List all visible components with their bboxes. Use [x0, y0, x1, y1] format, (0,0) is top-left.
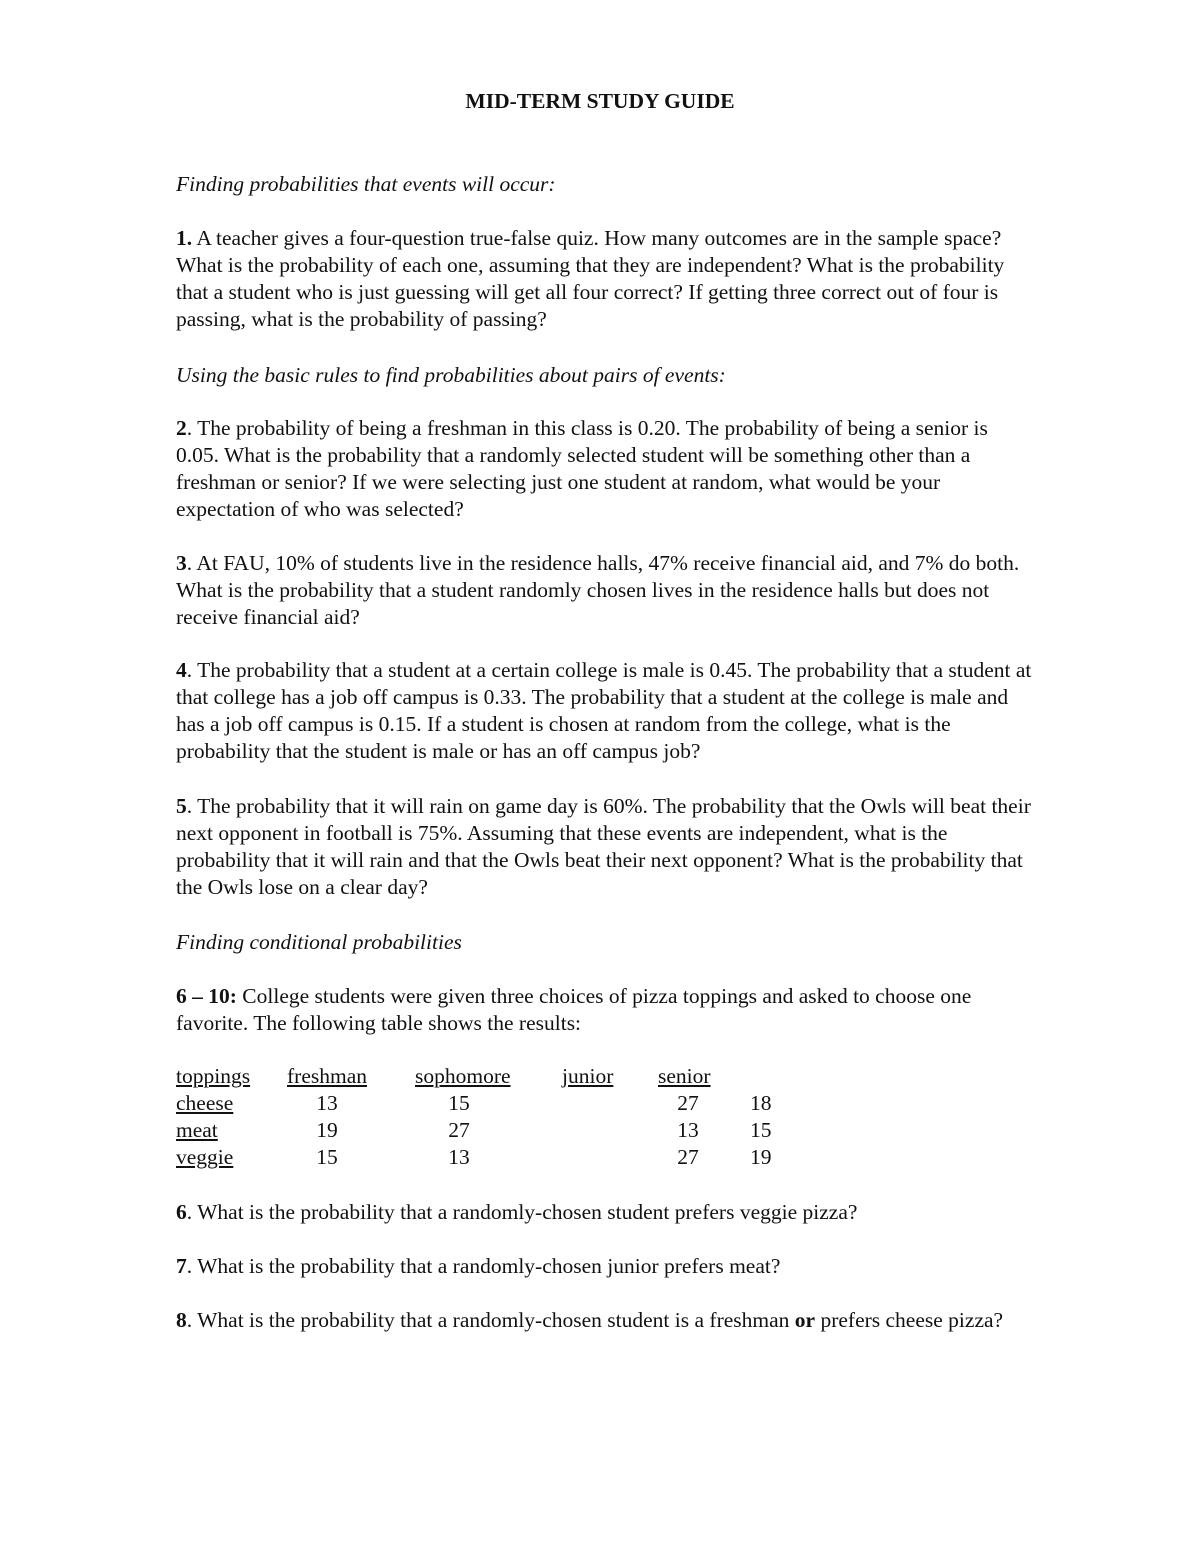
section-heading-finding-probabilities: Finding probabilities that events will occur: — [176, 172, 556, 196]
question-5 — [176, 793, 1036, 901]
table-cell: 19 — [316, 1118, 338, 1142]
table-cell: 27 — [677, 1091, 699, 1115]
question-2 — [176, 415, 1036, 523]
emphasis-or: or — [794, 1308, 816, 1332]
question-3 — [176, 550, 1036, 631]
table-cell: 27 — [677, 1145, 699, 1169]
question-text: A teacher gives a four-question true-false quiz. How many outcomes are in the sample space? What is the probability of each one, assuming that they are independent? What is the probability that a student who is just guessing will get all four correct? If getting three correct out of four is passing, what is the probability of passing? — [176, 226, 1005, 331]
question-text: . What is the probability that a randomly-chosen junior prefers meat? — [186, 1254, 781, 1278]
question-text: . The probability that it will rain on game day is 60%. The probability that the Owls will beat their next opponent in football is 75%. Assuming that these events are independent, what is the probability that it will rain and that the Owls beat their next opponent? What is the probability that the Owls lose on a clear day? — [176, 794, 1031, 899]
table-cell: 15 — [448, 1091, 470, 1115]
table-cell: 18 — [750, 1091, 772, 1115]
question-number: 6 – 10: — [176, 984, 237, 1008]
document-title: MID-TERM STUDY GUIDE — [465, 89, 735, 113]
section-heading-conditional: Finding conditional probabilities — [176, 930, 462, 954]
question-1 — [176, 225, 1036, 333]
question-4 — [176, 657, 1036, 765]
table-row — [176, 1144, 776, 1171]
table-cell: 27 — [448, 1118, 470, 1142]
table-row — [176, 1090, 776, 1117]
question-8 — [176, 1307, 1060, 1334]
table-header: freshman — [287, 1064, 367, 1088]
question-text: College students were given three choices of pizza toppings and asked to choose one favorite. The following table shows the results: — [176, 984, 972, 1035]
question-text: . The probability that a student at a certain college is male is 0.45. The probability that a student at that college has a job off campus is 0.33. The probability that a student at the college is male and has a job off campus is 0.15. If a student is chosen at random from the college, what is the probability that the student is male or has an off campus job? — [176, 658, 1032, 763]
question-text: prefers cheese pizza? — [815, 1308, 1004, 1332]
question-text: . What is the probability that a randomly-chosen student prefers veggie pizza? — [186, 1200, 858, 1224]
question-number: 2 — [176, 416, 187, 440]
question-7 — [176, 1253, 1036, 1280]
table-cell: 13 — [448, 1145, 470, 1169]
question-number: 1. — [176, 226, 193, 250]
table-header: junior — [562, 1064, 614, 1088]
row-label: meat — [176, 1118, 218, 1142]
section-heading-basic-rules: Using the basic rules to find probabilities about pairs of events: — [176, 363, 726, 387]
table-cell: 13 — [677, 1118, 699, 1142]
table-header-row — [176, 1063, 776, 1090]
table-header: toppings — [176, 1064, 251, 1088]
table-header: senior — [658, 1064, 711, 1088]
question-text: . At FAU, 10% of students live in the residence halls, 47% receive financial aid, and 7% do both. What is the probability that a student randomly chosen lives in the residence halls but does not receive financial aid? — [176, 551, 1020, 629]
question-number: 7 — [176, 1254, 187, 1278]
question-6-10 — [176, 983, 1036, 1037]
question-text: . The probability of being a freshman in this class is 0.20. The probability of being a senior is 0.05. What is the probability that a randomly selected student will be something other than a freshman or senior? If we were selecting just one student at random, what would be your expectation of who was selected? — [176, 416, 988, 521]
table-cell: 15 — [750, 1118, 772, 1142]
question-number: 8 — [176, 1308, 187, 1332]
question-number: 4 — [176, 658, 187, 682]
table-header: sophomore — [415, 1064, 511, 1088]
row-label: veggie — [176, 1145, 234, 1169]
table-row — [176, 1117, 776, 1144]
row-label: cheese — [176, 1091, 234, 1115]
question-number: 6 — [176, 1200, 187, 1224]
table-cell: 19 — [750, 1145, 772, 1169]
question-6 — [176, 1199, 1036, 1226]
question-number: 3 — [176, 551, 187, 575]
pizza-toppings-table — [176, 1063, 776, 1171]
question-number: 5 — [176, 794, 187, 818]
question-text: . What is the probability that a randomly-chosen student is a freshman — [186, 1308, 795, 1332]
table-cell: 15 — [316, 1145, 338, 1169]
table-cell: 13 — [316, 1091, 338, 1115]
